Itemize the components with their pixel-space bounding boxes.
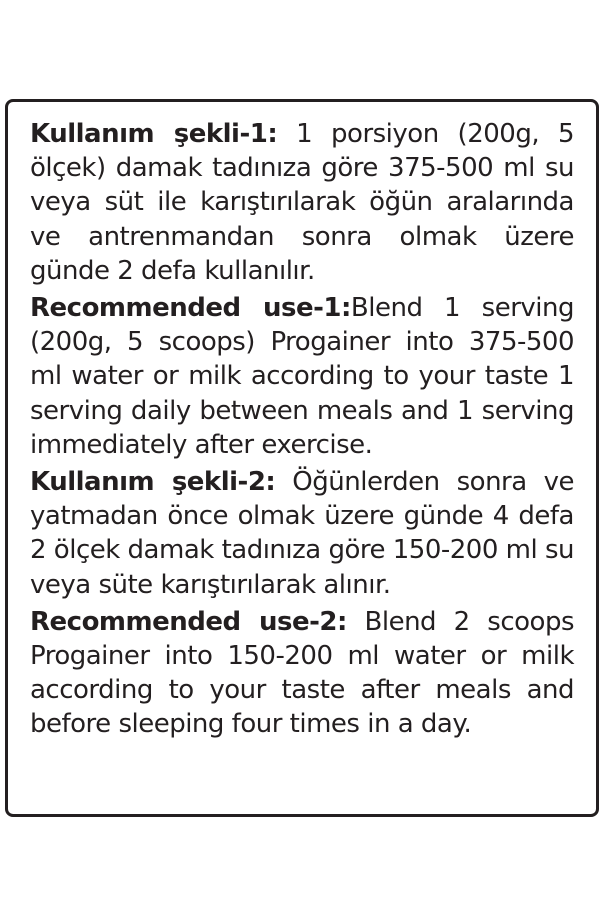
usage-section-tr-2: [30, 465, 574, 602]
section-body: 1 porsiyon (200g, 5 ölçek) damak tadınıza göre 375-500 ml su veya süt ile karıştırılarak öğün aralarında ve antrenmandan sonra olmak üzere günde 2 defa kullanılır.: [30, 119, 574, 286]
section-title: Recommended use-2:: [30, 606, 347, 637]
usage-section-tr-1: [30, 117, 574, 288]
usage-section-en-1: [30, 291, 574, 462]
section-body: Öğünlerden sonra ve yatmadan önce olmak üzere günde 4 defa 2 ölçek damak tadınıza göre 150-200 ml su veya süte karıştırılarak alınır.: [30, 467, 575, 600]
usage-section-en-2: [30, 605, 574, 742]
section-body: Blend 2 scoops Progainer into 150-200 ml water or milk according to your taste after meals and before sleeping four times in a day.: [30, 606, 574, 740]
section-body: Blend 1 serving (200g, 5 scoops) Progainer into 375-500 ml water or milk according to your taste 1 serving daily between meals and 1 serving immediately after exercise.: [30, 293, 575, 460]
section-title: Kullanım şekli-1:: [30, 119, 278, 149]
section-title: Kullanım şekli-2:: [30, 467, 276, 498]
usage-instructions-box: [5, 99, 599, 817]
section-title: Recommended use-1:: [30, 293, 351, 324]
